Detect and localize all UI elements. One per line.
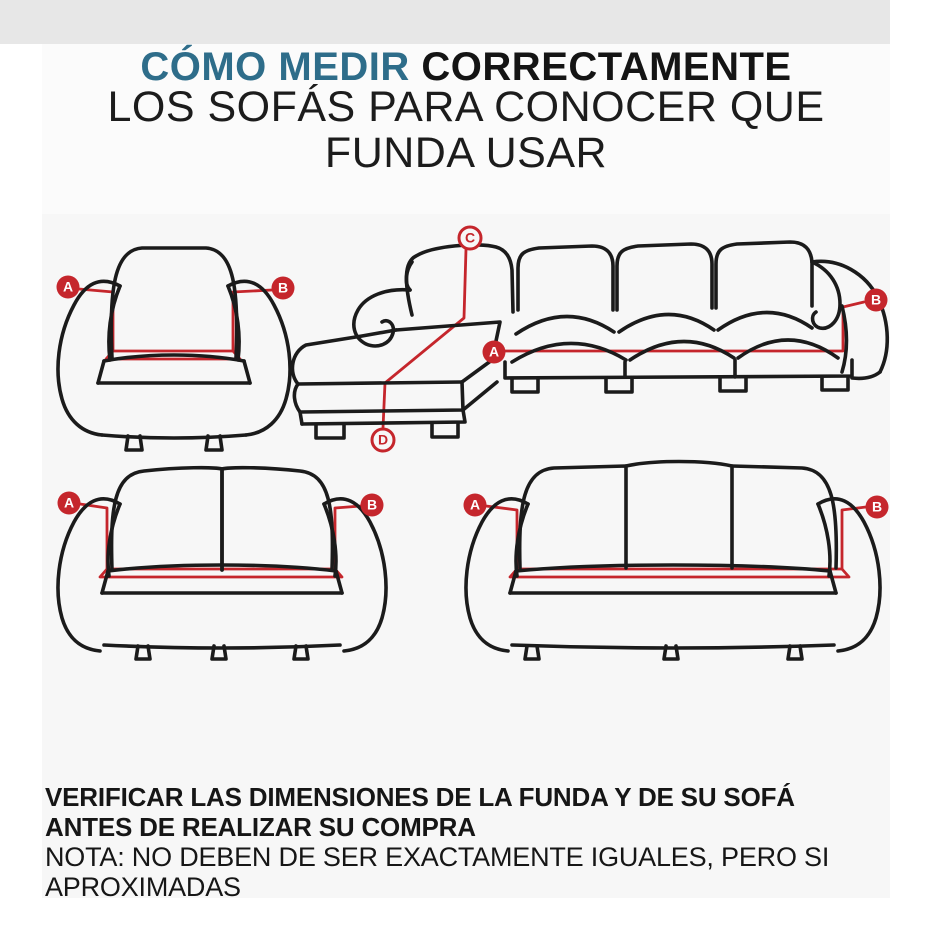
page-title-highlight: CÓMO MEDIR [140, 45, 410, 89]
footer-note-line1: NOTA: NO DEBEN DE SER EXACTAMENTE IGUALES, PERO SI [45, 842, 830, 872]
marker-sofa3-a: A [464, 494, 487, 517]
measurement-lines [79, 249, 866, 577]
marker-loveseat-b: B [361, 494, 384, 517]
marker-sectional-a: A [483, 341, 506, 364]
marker-armchair-b: B [272, 277, 295, 300]
footer-bold-line2: ANTES DE REALIZAR SU COMPRA [45, 812, 476, 842]
marker-sectional-c: C [458, 226, 483, 251]
loveseat-drawing [58, 468, 386, 659]
footer-note [45, 782, 885, 902]
three-seat-sofa-drawing [466, 462, 880, 660]
page-subtitle-line2: FUNDA USAR [324, 129, 608, 177]
page-subtitle-line1: LOS SOFÁS PARA CONOCER QUE [107, 83, 825, 131]
armchair-drawing [58, 248, 290, 450]
marker-sectional-b: B [865, 289, 888, 312]
page-title-rest: CORRECTAMENTE [421, 45, 792, 89]
footer-bold-line1: VERIFICAR LAS DIMENSIONES DE LA FUNDA Y DE SU SOFÁ [45, 782, 795, 812]
marker-loveseat-a: A [58, 492, 81, 515]
sectional-drawing [292, 242, 887, 438]
marker-sofa3-b: B [866, 496, 889, 519]
footer-note-line2: APROXIMADAS [45, 872, 241, 902]
marker-armchair-a: A [57, 276, 80, 299]
marker-sectional-d: D [371, 428, 396, 453]
